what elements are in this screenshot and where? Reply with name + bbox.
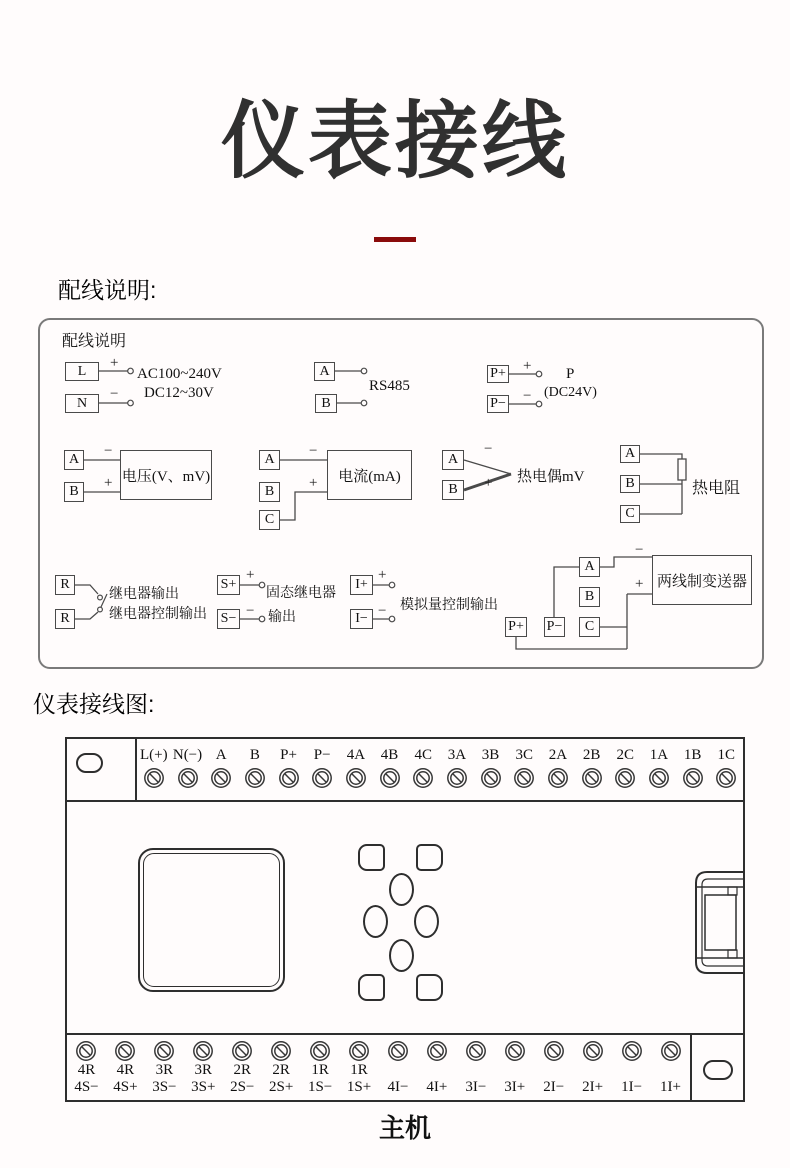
terminal-box-A: A <box>314 362 335 381</box>
terminal-label-line2: 2I+ <box>582 1079 604 1095</box>
rtd-label: 热电阻 <box>692 480 741 497</box>
bottom-terminal <box>456 1035 495 1100</box>
terminal-label-line2: 4S+ <box>113 1079 138 1095</box>
key-down <box>389 939 414 972</box>
top-terminal <box>339 739 373 800</box>
dc-out-name: P <box>566 366 575 382</box>
terminal-label-line1: 1R <box>350 1062 368 1078</box>
polarity-plus: + <box>246 567 255 583</box>
bottom-terminal <box>495 1035 534 1100</box>
mounting-hole-top-left <box>67 739 137 800</box>
terminal-box-S-plus: S+ <box>217 575 240 595</box>
terminal-label-line2: 1I+ <box>660 1079 682 1095</box>
screw-terminal-icon <box>682 767 704 789</box>
top-terminal <box>608 739 642 800</box>
bottom-terminal <box>573 1035 612 1100</box>
key-right <box>414 905 439 938</box>
terminal-label: 2B <box>582 747 601 763</box>
terminal-label: 1A <box>649 747 669 763</box>
terminal-label-line1: 4R <box>116 1062 135 1078</box>
key-top-left <box>358 844 385 871</box>
terminal-box-R: R <box>55 575 75 595</box>
terminal-label-line2: 1S− <box>307 1079 333 1095</box>
dc-out-spec: (DC24V) <box>544 385 597 400</box>
terminal-box-P-plus: P+ <box>487 365 509 383</box>
bottom-terminal <box>184 1035 223 1100</box>
terminal-label-line2: 2I− <box>543 1079 565 1095</box>
terminal-box-N: N <box>65 394 99 413</box>
top-terminal-strip <box>67 739 743 802</box>
bottom-terminal <box>106 1035 145 1100</box>
terminal-box-P-plus: P+ <box>505 617 527 637</box>
screw-terminal-icon <box>582 1040 604 1062</box>
bottom-terminal <box>651 1035 690 1100</box>
relay-contact-dot <box>98 595 103 600</box>
screw-terminal-icon <box>547 767 569 789</box>
power-spec-1: AC100~240V <box>137 366 222 382</box>
terminal-box-B: B <box>64 482 84 502</box>
terminal-box-C: C <box>579 617 600 637</box>
terminal-box-A: A <box>442 450 464 470</box>
top-terminal <box>676 739 710 800</box>
display-screen <box>138 848 285 992</box>
device-caption: 主机 <box>378 1114 431 1143</box>
voltage-input-box: 电压(V、mV) <box>120 450 212 500</box>
mounting-hole-bottom-right <box>690 1035 743 1100</box>
key-left <box>363 905 388 938</box>
screw-terminal-icon <box>345 767 367 789</box>
screw-terminal-icon <box>446 767 468 789</box>
screw-terminal-icon <box>379 767 401 789</box>
screw-terminal-icon <box>348 1040 370 1062</box>
terminal-label-line2: 4I+ <box>426 1079 448 1095</box>
terminal-box-A: A <box>64 450 84 470</box>
screw-terminal-icon <box>412 767 434 789</box>
bottom-terminal <box>534 1035 573 1100</box>
screw-terminal-icon <box>278 767 300 789</box>
terminal-label-line2: 1S+ <box>346 1079 372 1095</box>
terminal-label-line2: 3S+ <box>191 1079 216 1095</box>
terminal-label-line2: 4I− <box>387 1079 409 1095</box>
bottom-terminal <box>67 1035 106 1100</box>
top-terminal <box>541 739 575 800</box>
bottom-terminal <box>379 1035 418 1100</box>
terminal-label: 4A <box>346 747 366 763</box>
terminal-box-A: A <box>620 445 640 463</box>
top-terminal <box>406 739 440 800</box>
analog-out-label: 模拟量控制输出 <box>400 598 498 613</box>
bottom-terminal <box>262 1035 301 1100</box>
top-terminal <box>507 739 541 800</box>
terminal-label: 2C <box>616 747 634 763</box>
main-unit-diagram <box>65 737 745 1102</box>
relay-contact-dot <box>98 607 103 612</box>
screw-terminal-icon <box>581 767 603 789</box>
terminal-label: 4B <box>380 747 399 763</box>
page-title: 仪表接线 <box>220 94 569 188</box>
terminal-label: 1C <box>717 747 736 763</box>
screw-terminal-icon <box>660 1040 682 1062</box>
polarity-plus: + <box>484 475 493 491</box>
polarity-minus: − <box>309 443 318 459</box>
terminal-label-line1: 2R <box>233 1062 251 1078</box>
side-connector-icon <box>693 870 743 975</box>
bottom-terminal <box>223 1035 262 1100</box>
terminal-box-R: R <box>55 609 75 629</box>
terminal-label: 4C <box>414 747 432 763</box>
terminal-label: A <box>215 747 227 763</box>
title-divider <box>374 237 416 242</box>
relay-label-2: 继电器控制输出 <box>109 607 207 622</box>
terminal-box-I-plus: I+ <box>350 575 373 595</box>
resistor-icon <box>678 459 686 480</box>
terminal-box-I-minus: I− <box>350 609 373 629</box>
bottom-terminal <box>301 1035 340 1100</box>
thermocouple-label: 热电偶mV <box>517 469 585 485</box>
screw-terminal-icon <box>504 1040 526 1062</box>
polarity-minus: − <box>378 603 387 619</box>
screw-terminal-icon <box>231 1040 253 1062</box>
top-terminal <box>575 739 609 800</box>
top-terminal <box>305 739 339 800</box>
top-terminal <box>709 739 743 800</box>
key-up <box>389 873 414 906</box>
terminal-label-line2: 4S− <box>74 1079 99 1095</box>
terminal-label: N(−) <box>172 747 203 763</box>
device-body <box>67 802 743 1033</box>
screw-terminal-icon <box>480 767 502 789</box>
screw-terminal-icon <box>715 767 737 789</box>
polarity-plus: + <box>110 355 119 371</box>
top-terminal <box>642 739 676 800</box>
polarity-plus: + <box>635 576 644 592</box>
terminal-label-line2: 2S− <box>230 1079 255 1095</box>
display-screen-inner <box>143 853 280 987</box>
bottom-terminal <box>145 1035 184 1100</box>
screw-terminal-icon <box>513 767 535 789</box>
polarity-minus: − <box>110 386 119 402</box>
screw-terminal-icon <box>114 1040 136 1062</box>
bottom-terminal <box>417 1035 456 1100</box>
terminal-box-C: C <box>259 510 280 530</box>
bottom-terminal <box>340 1035 379 1100</box>
screw-terminal-icon <box>426 1040 448 1062</box>
terminal-label: 3A <box>447 747 467 763</box>
current-input-box: 电流(mA) <box>327 450 412 500</box>
top-terminal <box>373 739 407 800</box>
bottom-terminal-strip <box>67 1033 743 1100</box>
bottom-terminal <box>612 1035 651 1100</box>
screw-terminal-icon <box>270 1040 292 1062</box>
terminal-box-A: A <box>579 557 600 577</box>
relay-label-1: 继电器输出 <box>109 587 179 602</box>
polarity-minus: − <box>523 388 532 404</box>
mounting-slot-icon <box>703 1060 733 1080</box>
terminal-box-B: B <box>620 475 640 493</box>
screw-terminal-icon <box>309 1040 331 1062</box>
terminal-label-line2: 3I+ <box>504 1079 526 1095</box>
screw-terminal-icon <box>75 1040 97 1062</box>
terminal-box-P-minus: P− <box>487 395 509 413</box>
terminal-box-B: B <box>579 587 600 607</box>
screw-terminal-icon <box>311 767 333 789</box>
screw-terminal-icon <box>621 1040 643 1062</box>
key-bottom-left <box>358 974 385 1001</box>
wiring-diagram-heading: 仪表接线图: <box>33 691 155 717</box>
terminal-label: B <box>249 747 260 763</box>
terminal-label-line1: 2R <box>272 1062 290 1078</box>
screw-terminal-icon <box>244 767 266 789</box>
ssr-label-2: 输出 <box>268 610 296 625</box>
terminal-box-S-minus: S− <box>217 609 240 629</box>
screw-terminal-icon <box>153 1040 175 1062</box>
screw-terminal-icon <box>614 767 636 789</box>
terminal-label-line2: 2S+ <box>269 1079 294 1095</box>
top-terminal <box>171 739 205 800</box>
top-terminal <box>474 739 508 800</box>
top-terminal <box>272 739 306 800</box>
terminal-label-line2: 3I− <box>465 1079 487 1095</box>
wiring-notes-panel <box>38 318 764 669</box>
terminal-label-line1: 3R <box>194 1062 213 1078</box>
screw-terminal-icon <box>177 767 199 789</box>
top-terminal <box>137 739 171 800</box>
mounting-slot-icon <box>76 753 103 773</box>
terminal-box-L: L <box>65 362 99 381</box>
thermocouple-top-leg <box>464 460 511 474</box>
screw-terminal-icon <box>143 767 165 789</box>
screw-terminal-icon <box>387 1040 409 1062</box>
power-spec-2: DC12~30V <box>144 385 214 401</box>
top-terminal <box>238 739 272 800</box>
top-terminal-row <box>137 739 743 800</box>
polarity-plus: + <box>523 358 532 374</box>
screw-terminal-icon <box>648 767 670 789</box>
terminal-label: 2A <box>548 747 568 763</box>
terminal-label: 3B <box>481 747 500 763</box>
screw-terminal-icon <box>465 1040 487 1062</box>
terminal-label-line2: 3S− <box>152 1079 177 1095</box>
terminal-box-P-minus: P− <box>544 617 565 637</box>
transmitter-box: 两线制变送器 <box>652 555 752 605</box>
terminal-label-line1: 4R <box>77 1062 96 1078</box>
bottom-terminal-row <box>67 1035 690 1100</box>
terminal-label: 3C <box>515 747 533 763</box>
polarity-minus: − <box>246 603 255 619</box>
terminal-label-line1: 3R <box>155 1062 174 1078</box>
key-top-right <box>416 844 443 871</box>
polarity-plus: + <box>378 567 387 583</box>
terminal-label: 1B <box>683 747 702 763</box>
rs485-label: RS485 <box>369 378 410 394</box>
key-bottom-right <box>416 974 443 1001</box>
screw-terminal-icon <box>210 767 232 789</box>
polarity-minus: − <box>104 443 113 459</box>
ssr-label-1: 固态继电器 <box>266 586 336 601</box>
terminal-label: P+ <box>280 747 297 763</box>
screw-terminal-icon <box>543 1040 565 1062</box>
wiring-notes-heading: 配线说明: <box>58 277 157 303</box>
panel-title: 配线说明 <box>62 333 127 350</box>
terminal-box-B: B <box>259 482 280 502</box>
terminal-box-A: A <box>259 450 280 470</box>
polarity-minus: − <box>484 441 493 457</box>
terminal-label-line2: 1I− <box>621 1079 643 1095</box>
terminal-box-B: B <box>442 480 464 500</box>
top-terminal <box>440 739 474 800</box>
terminal-label-line1: 1R <box>311 1062 329 1078</box>
screw-terminal-icon <box>192 1040 214 1062</box>
terminal-box-C: C <box>620 505 640 523</box>
terminal-box-B: B <box>315 394 337 413</box>
polarity-minus: − <box>635 542 644 558</box>
terminal-label: L(+) <box>140 747 168 763</box>
top-terminal <box>204 739 238 800</box>
polarity-plus: + <box>104 475 113 491</box>
terminal-label: P− <box>313 747 331 763</box>
polarity-plus: + <box>309 475 318 491</box>
